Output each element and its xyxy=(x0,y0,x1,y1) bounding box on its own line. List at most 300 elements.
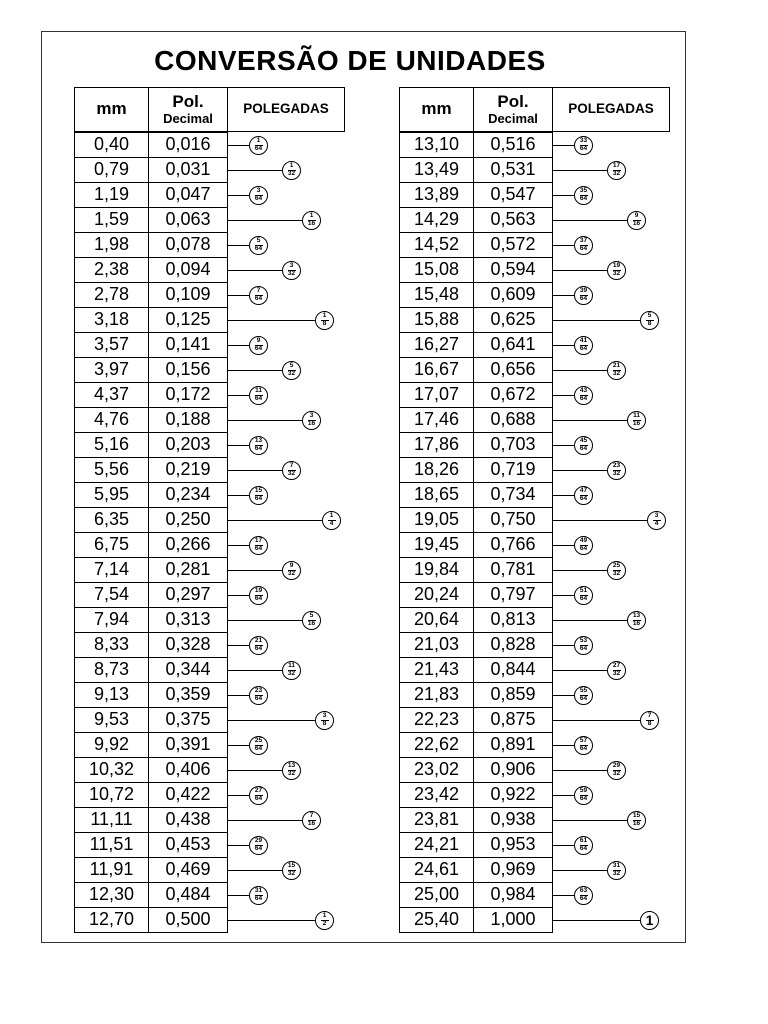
decimal-cell: 0,750 xyxy=(473,507,553,533)
mm-cell: 15,48 xyxy=(399,282,474,308)
mm-cell: 2,78 xyxy=(74,282,149,308)
fraction-numerator: 23 xyxy=(254,687,263,694)
fraction-bubble xyxy=(249,136,268,155)
leader-line xyxy=(227,245,249,246)
fraction-stack xyxy=(633,413,641,427)
fraction-stack xyxy=(288,163,296,177)
fraction-stack xyxy=(308,813,316,827)
fraction-bubble xyxy=(249,886,268,905)
fraction-bubble xyxy=(574,786,593,805)
mm-cell: 16,27 xyxy=(399,332,474,358)
leader-line xyxy=(227,370,282,371)
leader-line xyxy=(552,445,574,446)
decimal-cell: 0,969 xyxy=(473,857,553,883)
decimal-cell: 0,719 xyxy=(473,457,553,483)
leader-line xyxy=(227,495,249,496)
mm-cell: 14,29 xyxy=(399,207,474,233)
decimal-cell: 0,516 xyxy=(473,132,553,158)
fraction-numerator: 61 xyxy=(579,837,588,844)
fraction-stack xyxy=(580,838,588,852)
fraction-numerator: 19 xyxy=(254,587,263,594)
mm-cell: 1,59 xyxy=(74,207,149,233)
leader-line xyxy=(552,845,574,846)
fraction-numerator: 3 xyxy=(322,712,327,719)
fraction-numerator: 25 xyxy=(612,562,621,569)
decimal-cell: 0,875 xyxy=(473,707,553,733)
fraction-numerator: 9 xyxy=(256,337,261,344)
fraction-numerator: 5 xyxy=(647,312,652,319)
fraction-stack xyxy=(255,488,263,502)
fraction-bubble xyxy=(282,661,301,680)
fraction-denominator: 64 xyxy=(579,895,588,902)
fraction-bubble xyxy=(282,761,301,780)
fraction-denominator: 16 xyxy=(307,420,316,427)
mm-cell: 10,72 xyxy=(74,782,149,808)
decimal-cell: 0,688 xyxy=(473,407,553,433)
leader-line xyxy=(227,570,282,571)
header-pol-decimal xyxy=(148,87,228,132)
leader-line xyxy=(227,320,315,321)
fraction-bubble xyxy=(627,611,646,630)
fraction-stack xyxy=(646,313,654,327)
mm-cell: 10,32 xyxy=(74,757,149,783)
fraction-denominator: 64 xyxy=(254,245,263,252)
decimal-cell: 0,016 xyxy=(148,132,228,158)
fraction-numerator: 7 xyxy=(256,287,261,294)
decimal-cell: 0,672 xyxy=(473,382,553,408)
fraction-stack xyxy=(613,763,621,777)
fraction-denominator: 32 xyxy=(612,470,621,477)
fraction-numerator: 29 xyxy=(254,837,263,844)
fraction-denominator: 8 xyxy=(647,720,652,727)
fraction-numerator: 11 xyxy=(255,387,262,394)
fraction-bubble xyxy=(249,536,268,555)
leader-line xyxy=(552,595,574,596)
fraction-denominator: 64 xyxy=(579,445,588,452)
fraction-bubble xyxy=(640,911,659,930)
fraction-bubble xyxy=(249,736,268,755)
mm-cell: 25,00 xyxy=(399,882,474,908)
fraction-bubble xyxy=(249,586,268,605)
leader-line xyxy=(227,770,282,771)
fraction-bubble xyxy=(574,636,593,655)
fraction-bubble xyxy=(249,436,268,455)
fraction-numerator: 53 xyxy=(579,637,588,644)
fraction-numerator: 31 xyxy=(612,862,621,869)
fraction-denominator: 32 xyxy=(612,370,621,377)
fraction-bubble xyxy=(574,536,593,555)
fraction-bubble xyxy=(249,186,268,205)
fraction-numerator: 11 xyxy=(633,412,640,419)
fraction-stack xyxy=(288,363,296,377)
decimal-cell: 0,734 xyxy=(473,482,553,508)
fraction-stack xyxy=(321,313,329,327)
fraction-numerator: 1 xyxy=(329,512,334,519)
decimal-cell: 0,219 xyxy=(148,457,228,483)
mm-cell: 9,53 xyxy=(74,707,149,733)
decimal-cell: 0,953 xyxy=(473,832,553,858)
fraction-bubble xyxy=(302,811,321,830)
fraction-stack xyxy=(288,463,296,477)
decimal-cell: 0,781 xyxy=(473,557,553,583)
fraction-stack xyxy=(255,888,263,902)
fraction-bubble xyxy=(282,261,301,280)
fraction-numerator: 3 xyxy=(309,412,314,419)
fraction-stack xyxy=(653,513,661,527)
fraction-denominator: 64 xyxy=(579,345,588,352)
decimal-cell: 0,813 xyxy=(473,607,553,633)
fraction-bubble xyxy=(249,636,268,655)
fraction-numerator: 23 xyxy=(612,462,621,469)
mm-cell: 7,14 xyxy=(74,557,149,583)
fraction-numerator: 13 xyxy=(254,437,263,444)
fraction-numerator: 3 xyxy=(289,262,294,269)
header-polegadas: POLEGADAS xyxy=(227,87,345,132)
fraction-bubble xyxy=(607,461,626,480)
fraction-numerator: 11 xyxy=(288,662,295,669)
fraction-stack xyxy=(613,363,621,377)
fraction-stack xyxy=(580,288,588,302)
mm-cell: 25,40 xyxy=(399,907,474,933)
fraction-denominator: 64 xyxy=(579,195,588,202)
fraction-denominator: 32 xyxy=(612,870,621,877)
fraction-stack xyxy=(288,563,296,577)
decimal-cell: 0,078 xyxy=(148,232,228,258)
fraction-numerator: 37 xyxy=(579,237,588,244)
fraction-stack xyxy=(633,213,641,227)
fraction-numerator: 1 xyxy=(289,162,294,169)
leader-line xyxy=(227,670,282,671)
fraction-denominator: 16 xyxy=(307,820,316,827)
leader-line xyxy=(552,470,607,471)
fraction-numerator: 47 xyxy=(579,487,588,494)
fraction-denominator: 8 xyxy=(647,320,652,327)
fraction-stack xyxy=(613,663,621,677)
fraction-denominator: 64 xyxy=(579,245,588,252)
decimal-cell: 0,656 xyxy=(473,357,553,383)
fraction-numerator: 27 xyxy=(254,787,263,794)
fraction-stack xyxy=(255,838,263,852)
decimal-cell: 0,703 xyxy=(473,432,553,458)
fraction-denominator: 32 xyxy=(287,770,296,777)
leader-line xyxy=(227,420,302,421)
fraction-denominator: 64 xyxy=(254,395,263,402)
leader-line xyxy=(227,795,249,796)
decimal-cell: 0,406 xyxy=(148,757,228,783)
mm-cell: 7,94 xyxy=(74,607,149,633)
leader-line xyxy=(552,745,574,746)
fraction-numerator: 33 xyxy=(579,137,588,144)
fraction-stack xyxy=(255,538,263,552)
fraction-denominator: 32 xyxy=(612,770,621,777)
header-mm: mm xyxy=(74,87,149,132)
fraction-numerator: 17 xyxy=(612,162,621,169)
mm-cell: 21,83 xyxy=(399,682,474,708)
fraction-numerator: 7 xyxy=(647,712,652,719)
fraction-denominator: 16 xyxy=(632,820,641,827)
fraction-denominator: 8 xyxy=(322,720,327,727)
decimal-cell: 0,625 xyxy=(473,307,553,333)
fraction-bubble xyxy=(607,661,626,680)
decimal-cell: 0,906 xyxy=(473,757,553,783)
decimal-cell: 0,250 xyxy=(148,507,228,533)
fraction-stack xyxy=(288,263,296,277)
leader-line xyxy=(227,195,249,196)
fraction-numerator: 45 xyxy=(579,437,588,444)
leader-line xyxy=(552,820,627,821)
fraction-denominator: 4 xyxy=(654,520,659,527)
fraction-stack xyxy=(255,438,263,452)
fraction-numerator: 15 xyxy=(287,862,296,869)
fraction-bubble xyxy=(574,686,593,705)
leader-line xyxy=(552,145,574,146)
fraction-bubble xyxy=(574,386,593,405)
fraction-stack xyxy=(580,388,588,402)
mm-cell: 19,84 xyxy=(399,557,474,583)
fraction-denominator: 32 xyxy=(612,670,621,677)
fraction-denominator: 16 xyxy=(307,220,316,227)
fraction-bubble xyxy=(574,186,593,205)
decimal-cell: 0,438 xyxy=(148,807,228,833)
fraction-numerator: 29 xyxy=(612,762,621,769)
leader-line xyxy=(552,770,607,771)
header-mm: mm xyxy=(399,87,474,132)
fraction-whole: 1 xyxy=(645,912,654,928)
decimal-cell: 0,938 xyxy=(473,807,553,833)
fraction-numerator: 25 xyxy=(254,737,263,744)
fraction-denominator: 64 xyxy=(579,295,588,302)
fraction-bubble xyxy=(574,586,593,605)
fraction-numerator: 35 xyxy=(579,187,588,194)
mm-cell: 20,24 xyxy=(399,582,474,608)
mm-cell: 3,57 xyxy=(74,332,149,358)
fraction-stack xyxy=(308,213,316,227)
leader-line xyxy=(227,270,282,271)
leader-line xyxy=(552,545,574,546)
fraction-bubble xyxy=(574,436,593,455)
fraction-denominator: 4 xyxy=(329,520,334,527)
fraction-stack xyxy=(328,513,336,527)
mm-cell: 5,95 xyxy=(74,482,149,508)
decimal-cell: 0,172 xyxy=(148,382,228,408)
leader-line xyxy=(227,895,249,896)
leader-line xyxy=(552,420,627,421)
mm-cell: 20,64 xyxy=(399,607,474,633)
fraction-denominator: 64 xyxy=(254,695,263,702)
fraction-numerator: 21 xyxy=(254,637,263,644)
mm-cell: 8,73 xyxy=(74,657,149,683)
fraction-stack xyxy=(255,338,263,352)
fraction-bubble xyxy=(249,836,268,855)
fraction-stack xyxy=(580,438,588,452)
leader-line xyxy=(552,170,607,171)
fraction-denominator: 64 xyxy=(254,295,263,302)
fraction-stack xyxy=(613,263,621,277)
header-pol: Pol. xyxy=(172,91,204,111)
mm-cell: 24,61 xyxy=(399,857,474,883)
leader-line xyxy=(552,920,640,921)
fraction-denominator: 32 xyxy=(612,570,621,577)
fraction-denominator: 64 xyxy=(254,745,263,752)
fraction-denominator: 64 xyxy=(579,745,588,752)
fraction-bubble xyxy=(607,361,626,380)
fraction-stack xyxy=(613,863,621,877)
mm-cell: 9,92 xyxy=(74,732,149,758)
fraction-numerator: 9 xyxy=(634,212,639,219)
fraction-bubble xyxy=(249,486,268,505)
fraction-numerator: 59 xyxy=(579,787,588,794)
fraction-denominator: 16 xyxy=(632,220,641,227)
fraction-denominator: 64 xyxy=(254,445,263,452)
decimal-cell: 0,547 xyxy=(473,182,553,208)
fraction-bubble xyxy=(249,336,268,355)
fraction-numerator: 5 xyxy=(309,612,314,619)
decimal-cell: 0,344 xyxy=(148,657,228,683)
fraction-denominator: 64 xyxy=(579,395,588,402)
fraction-bubble xyxy=(627,211,646,230)
fraction-numerator: 21 xyxy=(612,362,621,369)
leader-line xyxy=(227,145,249,146)
decimal-cell: 0,297 xyxy=(148,582,228,608)
fraction-denominator: 64 xyxy=(579,795,588,802)
mm-cell: 13,10 xyxy=(399,132,474,158)
decimal-cell: 0,766 xyxy=(473,532,553,558)
leader-line xyxy=(227,445,249,446)
mm-cell: 9,13 xyxy=(74,682,149,708)
fraction-denominator: 64 xyxy=(579,545,588,552)
fraction-bubble xyxy=(574,336,593,355)
decimal-cell: 0,125 xyxy=(148,307,228,333)
header-pol: Pol. xyxy=(497,91,529,111)
fraction-denominator: 16 xyxy=(307,620,316,627)
fraction-numerator: 15 xyxy=(632,812,641,819)
leader-line xyxy=(227,520,322,521)
header-decimal: Decimal xyxy=(488,110,538,126)
fraction-stack xyxy=(613,463,621,477)
fraction-denominator: 64 xyxy=(254,845,263,852)
fraction-numerator: 13 xyxy=(632,612,641,619)
fraction-bubble xyxy=(315,911,334,930)
leader-line xyxy=(552,895,574,896)
fraction-numerator: 57 xyxy=(579,737,588,744)
fraction-bubble xyxy=(302,611,321,630)
mm-cell: 6,35 xyxy=(74,507,149,533)
leader-line xyxy=(552,620,627,621)
fraction-numerator: 7 xyxy=(289,462,294,469)
fraction-denominator: 32 xyxy=(287,570,296,577)
fraction-stack xyxy=(255,588,263,602)
leader-line xyxy=(552,570,607,571)
decimal-cell: 0,422 xyxy=(148,782,228,808)
fraction-stack xyxy=(633,613,641,627)
leader-line xyxy=(552,870,607,871)
fraction-stack xyxy=(633,813,641,827)
mm-cell: 23,02 xyxy=(399,757,474,783)
fraction-denominator: 64 xyxy=(579,595,588,602)
fraction-numerator: 5 xyxy=(256,237,261,244)
decimal-cell: 0,359 xyxy=(148,682,228,708)
fraction-bubble xyxy=(249,286,268,305)
decimal-cell: 0,453 xyxy=(148,832,228,858)
decimal-cell: 0,094 xyxy=(148,257,228,283)
fraction-bubble xyxy=(607,261,626,280)
fraction-stack xyxy=(580,588,588,602)
mm-cell: 15,88 xyxy=(399,307,474,333)
decimal-cell: 0,484 xyxy=(148,882,228,908)
fraction-denominator: 64 xyxy=(254,595,263,602)
fraction-denominator: 64 xyxy=(254,495,263,502)
leader-line xyxy=(552,295,574,296)
fraction-stack xyxy=(255,738,263,752)
leader-line xyxy=(227,345,249,346)
fraction-stack xyxy=(255,138,263,152)
mm-cell: 0,40 xyxy=(74,132,149,158)
fraction-denominator: 64 xyxy=(579,145,588,152)
leader-line xyxy=(227,170,282,171)
mm-cell: 17,86 xyxy=(399,432,474,458)
leader-line xyxy=(552,195,574,196)
mm-cell: 12,70 xyxy=(74,907,149,933)
mm-cell: 13,89 xyxy=(399,182,474,208)
fraction-numerator: 19 xyxy=(612,262,621,269)
mm-cell: 14,52 xyxy=(399,232,474,258)
mm-cell: 5,56 xyxy=(74,457,149,483)
fraction-stack xyxy=(580,688,588,702)
fraction-bubble xyxy=(574,886,593,905)
fraction-denominator: 64 xyxy=(254,795,263,802)
fraction-denominator: 64 xyxy=(254,345,263,352)
fraction-stack xyxy=(255,638,263,652)
fraction-numerator: 9 xyxy=(289,562,294,569)
fraction-stack xyxy=(613,163,621,177)
leader-line xyxy=(227,395,249,396)
leader-line xyxy=(552,320,640,321)
mm-cell: 11,91 xyxy=(74,857,149,883)
header-pol-decimal xyxy=(473,87,553,132)
decimal-cell: 0,234 xyxy=(148,482,228,508)
fraction-bubble xyxy=(574,286,593,305)
fraction-bubble xyxy=(607,761,626,780)
leader-line xyxy=(552,795,574,796)
fraction-stack xyxy=(613,563,621,577)
leader-line xyxy=(552,395,574,396)
decimal-cell: 0,500 xyxy=(148,907,228,933)
decimal-cell: 0,188 xyxy=(148,407,228,433)
mm-cell: 1,98 xyxy=(74,232,149,258)
fraction-numerator: 39 xyxy=(579,287,588,294)
mm-cell: 24,21 xyxy=(399,832,474,858)
decimal-cell: 0,828 xyxy=(473,632,553,658)
fraction-numerator: 7 xyxy=(309,812,314,819)
leader-line xyxy=(227,620,302,621)
fraction-bubble xyxy=(249,236,268,255)
leader-line xyxy=(227,920,315,921)
leader-line xyxy=(552,645,574,646)
leader-line xyxy=(552,495,574,496)
leader-line xyxy=(227,845,249,846)
decimal-cell: 0,594 xyxy=(473,257,553,283)
fraction-numerator: 51 xyxy=(579,587,588,594)
leader-line xyxy=(227,820,302,821)
leader-line xyxy=(552,345,574,346)
decimal-cell: 0,313 xyxy=(148,607,228,633)
fraction-stack xyxy=(580,638,588,652)
fraction-numerator: 15 xyxy=(254,487,263,494)
header-polegadas: POLEGADAS xyxy=(552,87,670,132)
decimal-cell: 0,063 xyxy=(148,207,228,233)
fraction-numerator: 63 xyxy=(579,887,588,894)
decimal-cell: 0,531 xyxy=(473,157,553,183)
